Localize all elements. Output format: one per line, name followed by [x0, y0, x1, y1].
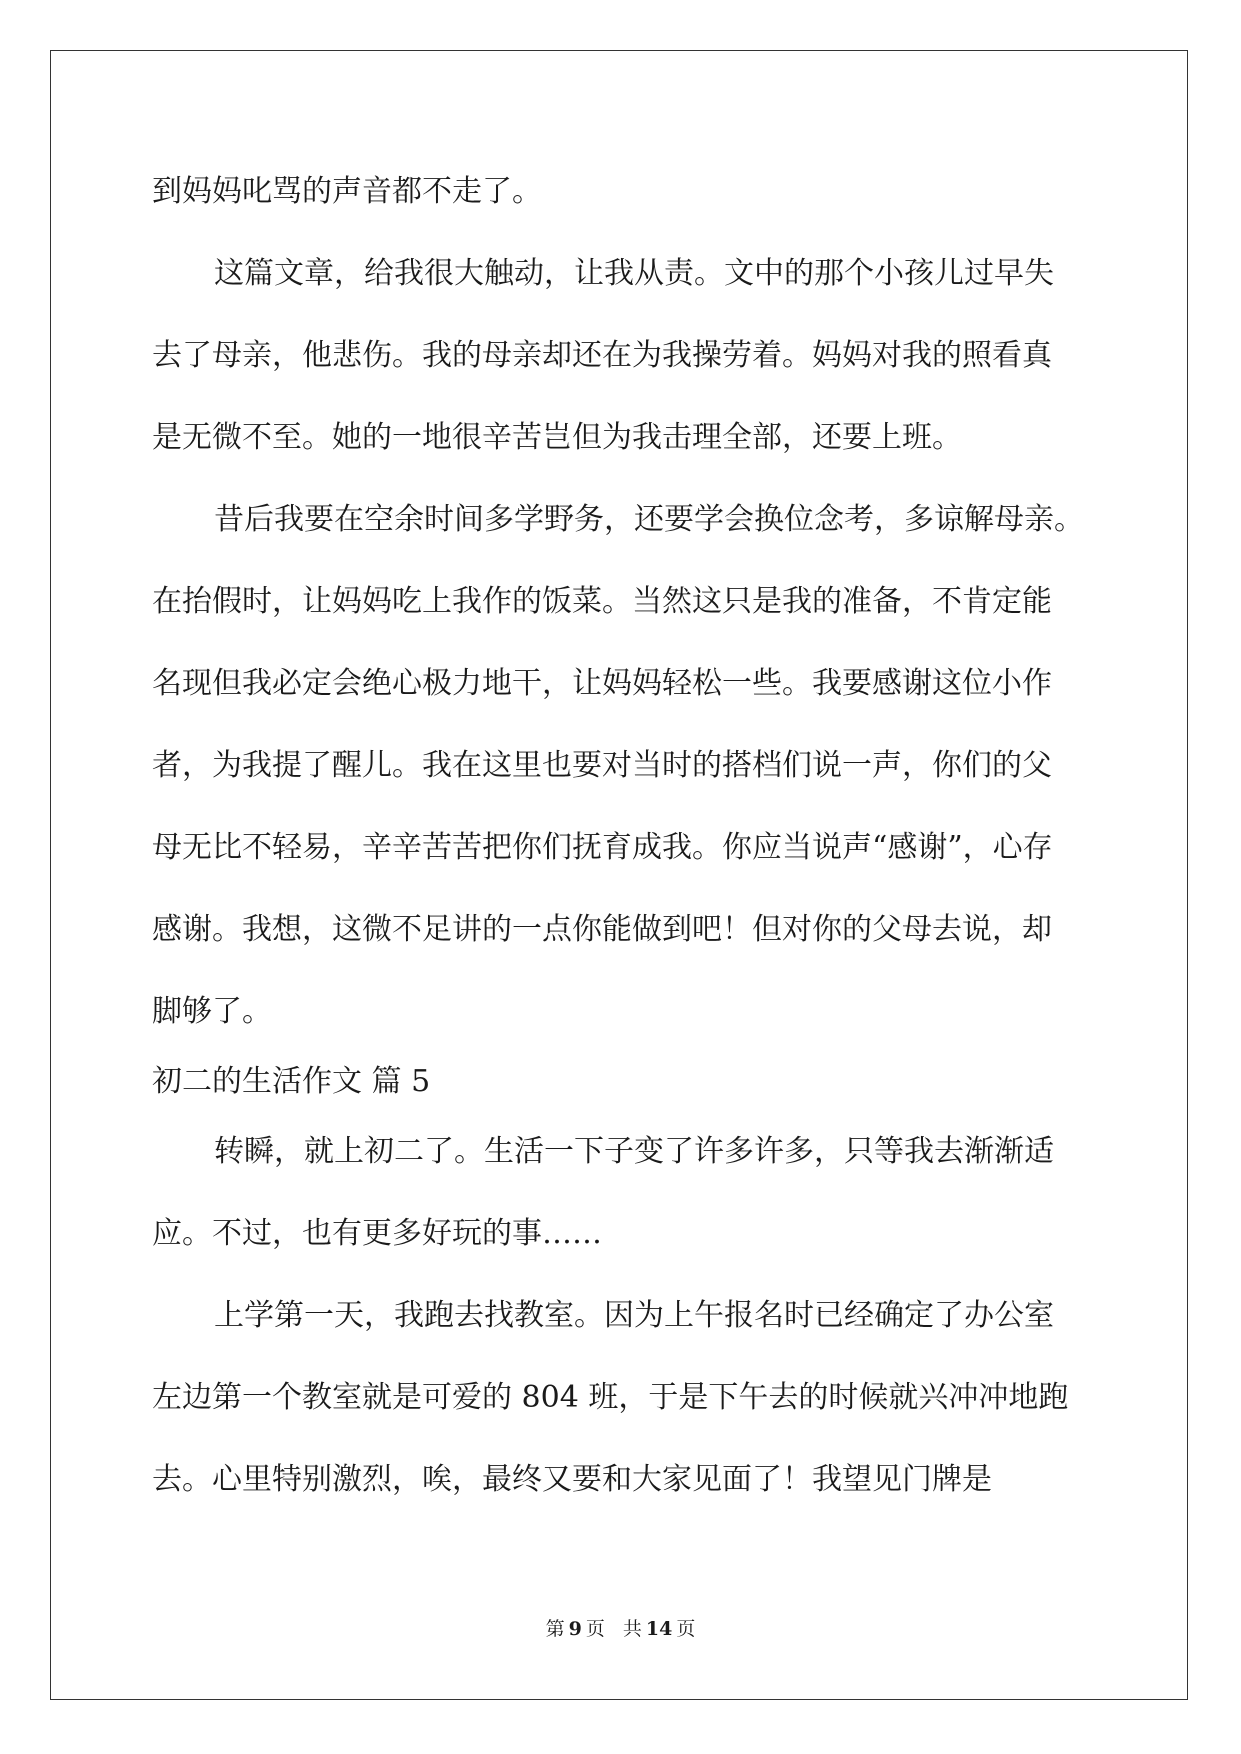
- page-footer: [0, 1614, 1241, 1641]
- paragraph-line: 上学第一天，我跑去找教室。因为上午报名时已经确定了办公室: [214, 1298, 1054, 1333]
- paragraph-line: 名现但我必定会绝心极力地干，让妈妈轻松一些。我要感谢这位小作: [152, 666, 1052, 701]
- footer-total-prefix: 共: [622, 1618, 642, 1640]
- paragraph-line: 转瞬，就上初二了。生活一下子变了许多许多，只等我去渐渐适: [214, 1134, 1054, 1169]
- paragraph-line: 在抬假时，让妈妈吃上我作的饭菜。当然这只是我的准备，不肯定能: [152, 584, 1052, 619]
- section-heading: 初二的生活作文 篇 5: [152, 1064, 431, 1099]
- paragraph-line: 母无比不轻易，辛辛苦苦把你们抚育成我。你应当说声“感谢”，心存: [152, 830, 1053, 865]
- footer-total-unit: 页: [676, 1618, 696, 1640]
- paragraph-line: 昔后我要在空余时间多学野务，还要学会换位念考，多谅解母亲。: [214, 502, 1084, 537]
- footer-prefix: 第: [545, 1618, 565, 1640]
- paragraph-line: 这篇文章，给我很大触动，让我从责。文中的那个小孩儿过早失: [214, 256, 1054, 291]
- paragraph-line: 者，为我提了醒儿。我在这里也要对当时的搭档们说一声，你们的父: [152, 748, 1052, 783]
- total-pages: 14: [645, 1618, 673, 1640]
- footer-page-unit: 页: [585, 1618, 605, 1640]
- paragraph-line: 脚够了。: [152, 994, 272, 1029]
- page-number: 9: [568, 1618, 582, 1640]
- paragraph-line: 应。不过，也有更多好玩的事……: [152, 1216, 602, 1251]
- paragraph-line: 去了母亲，他悲伤。我的母亲却还在为我操劳着。妈妈对我的照看真: [152, 338, 1052, 373]
- paragraph-line: 感谢。我想，这微不足讲的一点你能做到吧！但对你的父母去说，却: [152, 912, 1052, 947]
- paragraph-line: 左边第一个教室就是可爱的 804 班，于是下午去的时候就兴冲冲地跑: [152, 1380, 1069, 1415]
- paragraph-line: 去。心里特别激烈，唉，最终又要和大家见面了！我望见门牌是: [152, 1462, 992, 1497]
- paragraph-line: 是无微不至。她的一地很辛苦岂但为我击理全部，还要上班。: [152, 420, 962, 455]
- document-body: [152, 162, 1092, 1532]
- paragraph-line: 到妈妈叱骂的声音都不走了。: [152, 174, 542, 209]
